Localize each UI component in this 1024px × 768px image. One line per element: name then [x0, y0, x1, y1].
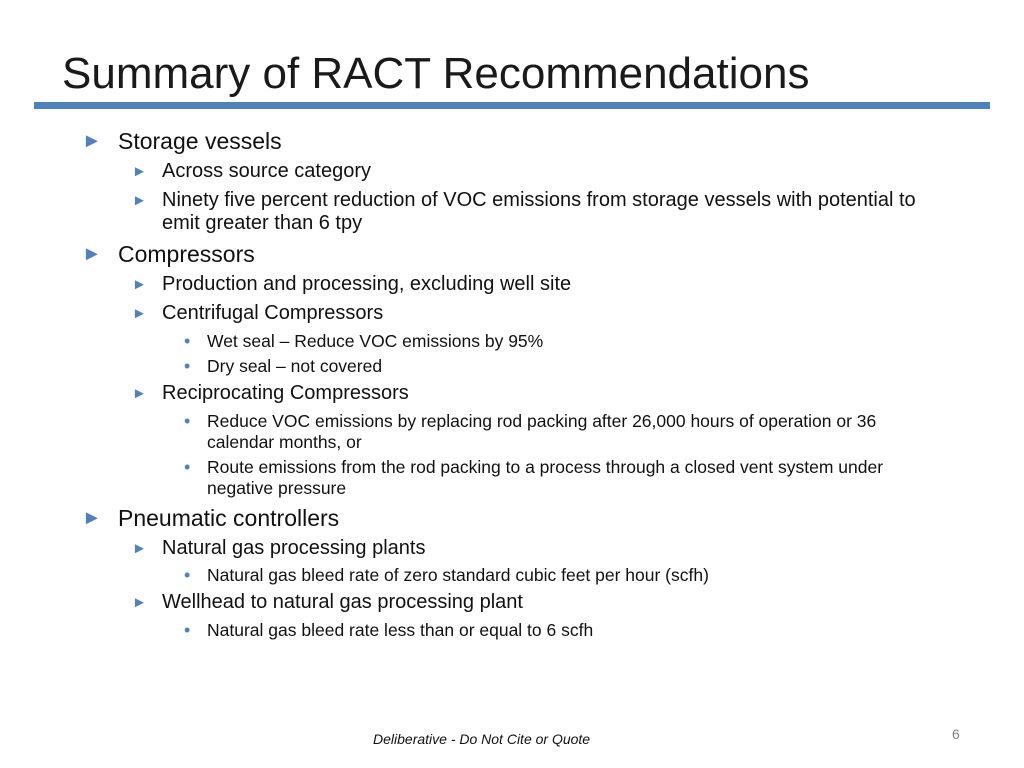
bullet-storage-vessels: [82, 128, 282, 154]
bullet-text: Reduce VOC emissions by replacing rod packing after 26,000 hours of operation or 36 calendar months, or: [207, 411, 877, 452]
bullet-route-emissions: [184, 457, 907, 499]
bullet-centrifugal-compressors: [132, 302, 922, 325]
page-number: 6: [952, 726, 960, 742]
bullet-text: Ninety five percent reduction of VOC emissions from storage vessels with potential to emit greater than 6 tpy: [162, 189, 916, 234]
bullet-dry-seal: [184, 356, 907, 377]
bullet-text: Wellhead to natural gas processing plant: [162, 591, 523, 613]
footer-disclaimer: Deliberative - Do Not Cite or Quote: [373, 731, 591, 747]
bullet-rod-packing-replacement: [184, 411, 907, 453]
bullet-dot-icon: •: [184, 457, 191, 477]
slide-title: Summary of RACT Recommendations: [62, 49, 810, 98]
bullet-text: Wet seal – Reduce VOC emissions by 95%: [207, 331, 544, 351]
bullet-six-scfh-bleed-rate: [184, 620, 907, 641]
bullet-dot-icon: •: [184, 620, 191, 640]
bullet-arrow-icon: ►: [132, 276, 147, 293]
bullet-arrow-icon: ►: [132, 192, 147, 209]
bullet-text: Dry seal – not covered: [207, 356, 383, 376]
bullet-text: Natural gas bleed rate of zero standard cubic feet per hour (scfh): [207, 565, 709, 585]
bullet-wet-seal: [184, 331, 907, 352]
bullet-arrow-icon: ►: [82, 130, 102, 152]
bullet-arrow-icon: ►: [132, 385, 147, 402]
bullet-arrow-icon: ►: [82, 243, 102, 265]
bullet-text: Pneumatic controllers: [118, 505, 340, 531]
bullet-text: Route emissions from the rod packing to a process through a closed vent system under negative pressure: [207, 457, 884, 498]
bullet-arrow-icon: ►: [132, 594, 147, 611]
bullet-production-and-processing: [132, 273, 922, 296]
bullet-dot-icon: •: [184, 331, 191, 351]
bullet-text: Reciprocating Compressors: [162, 382, 409, 404]
title-divider: [34, 102, 990, 109]
bullet-text: Across source category: [162, 160, 371, 182]
bullet-dot-icon: •: [184, 356, 191, 376]
bullet-zero-bleed-rate: [184, 565, 907, 586]
bullet-arrow-icon: ►: [132, 305, 147, 322]
bullet-text: Production and processing, excluding well site: [162, 273, 572, 295]
bullet-arrow-icon: ►: [82, 507, 102, 529]
bullet-natural-gas-processing-plants: [132, 537, 922, 560]
bullet-compressors: [82, 241, 255, 267]
bullet-arrow-icon: ►: [132, 163, 147, 180]
bullet-wellhead-to-processing-plant: [132, 591, 922, 614]
bullet-reciprocating-compressors: [132, 382, 922, 405]
bullet-pneumatic-controllers: [82, 505, 339, 531]
bullet-text: Storage vessels: [118, 128, 282, 154]
bullet-text: Compressors: [118, 241, 255, 267]
bullet-text: Centrifugal Compressors: [162, 302, 384, 324]
bullet-text: Natural gas processing plants: [162, 537, 426, 559]
bullet-text: Natural gas bleed rate less than or equal to 6 scfh: [207, 620, 594, 640]
bullet-dot-icon: •: [184, 565, 191, 585]
bullet-ninety-five-percent: [132, 189, 922, 235]
bullet-across-source-category: [132, 160, 922, 183]
bullet-arrow-icon: ►: [132, 540, 147, 557]
bullet-dot-icon: •: [184, 411, 191, 431]
